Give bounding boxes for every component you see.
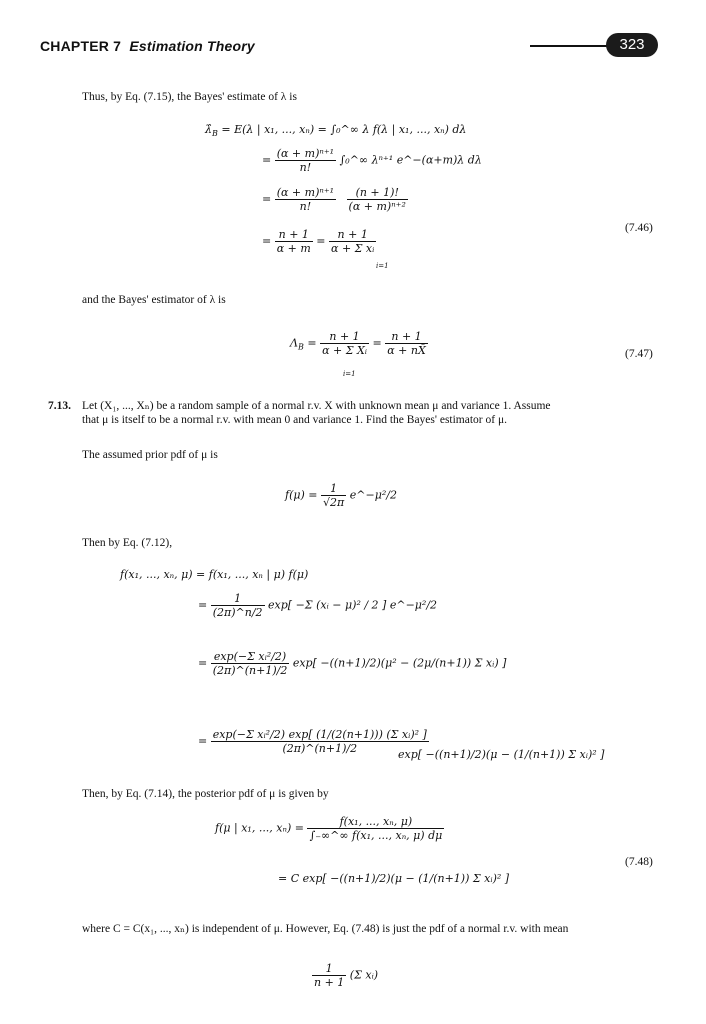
eq746-line4: = $\frac{n + 1}{\alpha + m}$ = $\frac{n + 1}{\text{α + Σ xᵢ}}$ [262, 228, 375, 255]
eq746-line3: = $\frac{\text{(α + m)ⁿ⁺¹}}{n!}$ $\frac{(n + 1)!}{\text{(α + m)ⁿ⁺²}}$ [262, 186, 406, 213]
eq747-sum-limits: i=1 [343, 370, 356, 378]
eq747: $\Lambda_B$ = $\frac{n + 1}{\text{α + Σ Xᵢ}}$ = $\frac{n + 1}{\alpha + nX̄}$ [290, 330, 426, 357]
joint-line1: = $\frac{1}{(2\pi)\^{}n/2}$ exp[ −Σ (xᵢ − μ)² / 2 ] e^−μ²/2 [198, 592, 438, 619]
eq748-number: (7.48) [625, 856, 653, 868]
joint-line3: = $\frac{\text{exp(−Σ xᵢ²/2) exp[ (1/(2(n+1))) (Σ xᵢ)² ]}}{(2\pi)\^{}(n+1)/2}$ [198, 728, 427, 755]
eq712-intro: Then by Eq. (7.12), [82, 537, 173, 549]
joint-line0: f(x₁, ..., xₙ, μ) = f(x₁, ..., xₙ | μ) f(μ) [120, 568, 309, 581]
eq746-sum-limits: i=1 [376, 262, 389, 270]
posterior-intro: Then, by Eq. (7.14), the posterior pdf of μ is given by [82, 788, 329, 800]
joint-line2: = $\frac{\text{exp(−Σ xᵢ²/2)}}{(2\pi)\^{}(n+1)/2}$ exp[ −((n+1)/2)(μ² − (2μ/(n+1)) Σ xᵢ) ] [198, 650, 507, 677]
eq746-line2: = $\frac{\text{(α + m)ⁿ⁺¹}}{n!}$ ∫₀^∞ λⁿ⁺¹ e^−(α+m)λ dλ [262, 147, 482, 174]
intro-bayes-estimate: Thus, by Eq. (7.15), the Bayes' estimate of λ is [82, 91, 297, 103]
prior-pdf: f(μ) = $\frac{1}{√2\pi}$ e^−μ²/2 [285, 482, 397, 509]
chapter-title: Estimation Theory [129, 38, 255, 54]
page-number: 323 [606, 33, 658, 57]
chapter-header [40, 38, 255, 54]
eq748-line2: = C exp[ −((n+1)/2)(μ − (1/(n+1)) Σ xᵢ)² ] [278, 872, 510, 885]
eq746-line1: $\lambdâ_B = E(\lambda$ | x₁, ..., xₙ) = ∫₀^∞ λ f(λ | x₁, ..., xₙ) dλ [205, 123, 467, 139]
chapter-label: CHAPTER 7 [40, 38, 122, 54]
conclusion-text: where C = C(x₁, ..., xₙ) is independent of μ. However, Eq. (7.48) is just the pdf of a normal r.v. with mean [82, 923, 569, 935]
posterior-mean: $\frac{1}{n + 1}$ (Σ xᵢ) [314, 962, 379, 989]
bayes-estimator-intro: and the Bayes' estimator of λ is [82, 294, 226, 306]
eq747-number: (7.47) [625, 348, 653, 360]
joint-line3-exp: exp[ −((n+1)/2)(μ − (1/(n+1)) Σ xᵢ)² ] [398, 748, 605, 761]
problem-text-line1: Let (X₁, ..., Xₙ) be a random sample of a normal r.v. X with unknown mean μ and variance 1. Assume [82, 400, 551, 412]
problem-text-line2: that μ is itself to be a normal r.v. with mean 0 and variance 1. Find the Bayes' estimator of μ. [82, 414, 508, 426]
problem-number: 7.13. [48, 400, 71, 412]
eq748-line1: f(μ | x₁, ..., xₙ) = $\frac{\text{f(x₁, ..., xₙ, μ)}}{\text{∫₋∞\textasciicircum{}∞ f(x₁, ..., xₙ, μ) dμ}}$ [215, 815, 443, 842]
eq746-number: (7.46) [625, 222, 653, 234]
prior-intro: The assumed prior pdf of μ is [82, 449, 218, 461]
